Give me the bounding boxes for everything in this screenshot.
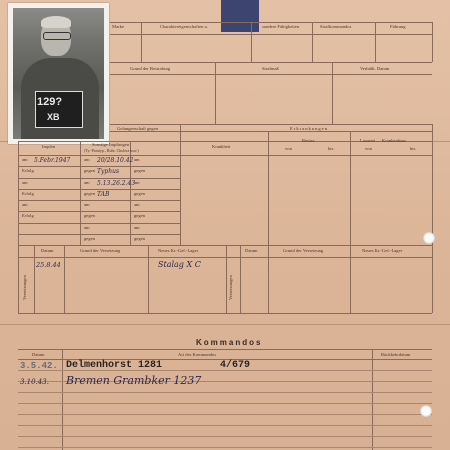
- impf-left-label: am: [22, 202, 28, 207]
- col-revier: Revier: [302, 138, 315, 143]
- versetzungen-side-label-left: Versetzungen: [22, 275, 27, 300]
- impf-mid-label: am: [84, 202, 90, 207]
- col-besondere: sondere Fähigkeiten: [262, 24, 300, 29]
- col-sonstige-sub: (Ty.-Paratyp., Ruhr, Cholera usw.): [84, 148, 139, 153]
- impf-right-label: gegen: [134, 213, 145, 219]
- col-sonstige: Sonstige Impfungen: [92, 142, 130, 147]
- impf-right-label: gegen: [134, 235, 145, 241]
- row-rule: [18, 211, 180, 212]
- kommando-2-date: 3.10.43.: [20, 378, 49, 386]
- impf-left-label: am: [22, 157, 28, 162]
- col-krankheit: Krankheit: [212, 144, 231, 149]
- kommando-1-date: 3.5.42.: [20, 361, 58, 371]
- punch-hole-upper: [423, 232, 435, 244]
- col-impfen: Impfen: [42, 144, 56, 149]
- col-charakter: Charaktereigenschaften u.: [160, 24, 208, 29]
- kommandos-title: Kommandos: [196, 338, 263, 347]
- erkrankungen-title: Erkrankungen: [290, 126, 329, 131]
- vers-lager-right: Neues Kr.-Gef.-Lager: [362, 248, 403, 253]
- kommandos-col-datum: Datum: [32, 352, 45, 357]
- kommandos-rule: [18, 392, 432, 393]
- impf-right-label: am: [134, 179, 140, 185]
- kommandos-col-art: Art des Kommandos: [178, 352, 217, 357]
- index-tab: [221, 0, 259, 32]
- row-rule: [18, 189, 180, 190]
- placard-number: 129?: [37, 96, 63, 108]
- vers-datum-left: Datum: [41, 248, 54, 253]
- row-rule: [18, 234, 180, 235]
- impf-left-hand: 5.Febr.1947: [34, 157, 71, 164]
- kommandos-rule: [18, 414, 432, 415]
- impf-right-label: am: [134, 202, 140, 207]
- row-rule: [18, 223, 180, 224]
- kommandos-col-rueckkehr: Rückkehrdatum: [381, 352, 411, 357]
- gefangenschaft-title: Gefangenschaft gegen: [117, 126, 158, 131]
- impf-mid-label: gegen: [84, 190, 95, 196]
- impf-mid-label: am: [84, 157, 90, 162]
- vers-grund-right: Grund der Versetzung: [283, 248, 324, 253]
- impf-mid-hand: 5.13.26.2.43: [97, 179, 136, 187]
- impf-mid-hand: Typhus: [97, 168, 120, 176]
- col-lazarett: Lazarett — Krankenhaus: [360, 138, 407, 143]
- col-revier-von: von: [285, 146, 292, 151]
- col-revier-bis: bis: [328, 146, 334, 151]
- impf-mid-label: gegen: [84, 213, 95, 219]
- impf-left-label: Erfolg: [22, 213, 34, 219]
- impf-left-label: Erfolg: [22, 168, 34, 174]
- impf-right-label: gegen: [134, 168, 145, 174]
- kommandos-rule: [18, 425, 432, 426]
- impf-mid-label: gegen: [84, 168, 95, 174]
- kommando-1-extra: 4/679: [220, 360, 251, 371]
- impf-mid-label: am: [84, 179, 90, 185]
- row-rule: [18, 166, 180, 167]
- impf-right-label: gegen: [134, 190, 145, 196]
- prisoner-photo: [8, 3, 109, 144]
- impf-right-label: am: [134, 157, 140, 162]
- impf-mid-label: gegen: [84, 235, 95, 241]
- punch-hole-lower: [420, 405, 432, 417]
- vers-datum-right: Datum: [245, 248, 258, 253]
- impf-right-label: am: [134, 224, 140, 230]
- col-grund-bestrafung: Grund der Bestrafung: [130, 66, 171, 71]
- row-rule: [18, 200, 180, 201]
- col-lazarett-bis: bis: [410, 146, 416, 151]
- impf-mid-label: am: [84, 224, 90, 230]
- col-strafkommandos: Strafkommandos: [320, 24, 352, 29]
- impf-mid-hand: TAB: [97, 190, 110, 198]
- col-strafmass: Strafmaß: [262, 66, 279, 71]
- col-fuehrung: Führung: [390, 24, 406, 29]
- vers-grund-left: Grund der Versetzung: [80, 248, 121, 253]
- impf-mid-hand: 20/28.10.42: [97, 157, 134, 164]
- kommando-1-text: Delmenhorst 1281: [66, 360, 163, 371]
- vers-lager-left: Neues Kr.-Gef.-Lager: [158, 248, 199, 253]
- col-marke: Marke: [112, 24, 124, 29]
- col-lazarett-von: von: [365, 146, 372, 151]
- impf-left-label: Erfolg: [22, 190, 34, 196]
- versetzungen-side-label-right: Versetzungen: [228, 275, 233, 300]
- placard-sub: XB: [47, 112, 60, 122]
- col-verbuesst: Verbüßt, Datum: [360, 66, 390, 71]
- versetzung-date: 25.8.44: [36, 261, 61, 269]
- row-rule: [18, 178, 180, 179]
- kommando-2-text: Bremen Grambker 1237: [66, 374, 202, 387]
- impf-left-label: am: [22, 179, 28, 185]
- kommandos-rule: [18, 436, 432, 437]
- kommandos-rule: [18, 403, 432, 404]
- versetzung-lager: Stalag X C: [158, 260, 201, 269]
- kommandos-rule: [18, 447, 432, 448]
